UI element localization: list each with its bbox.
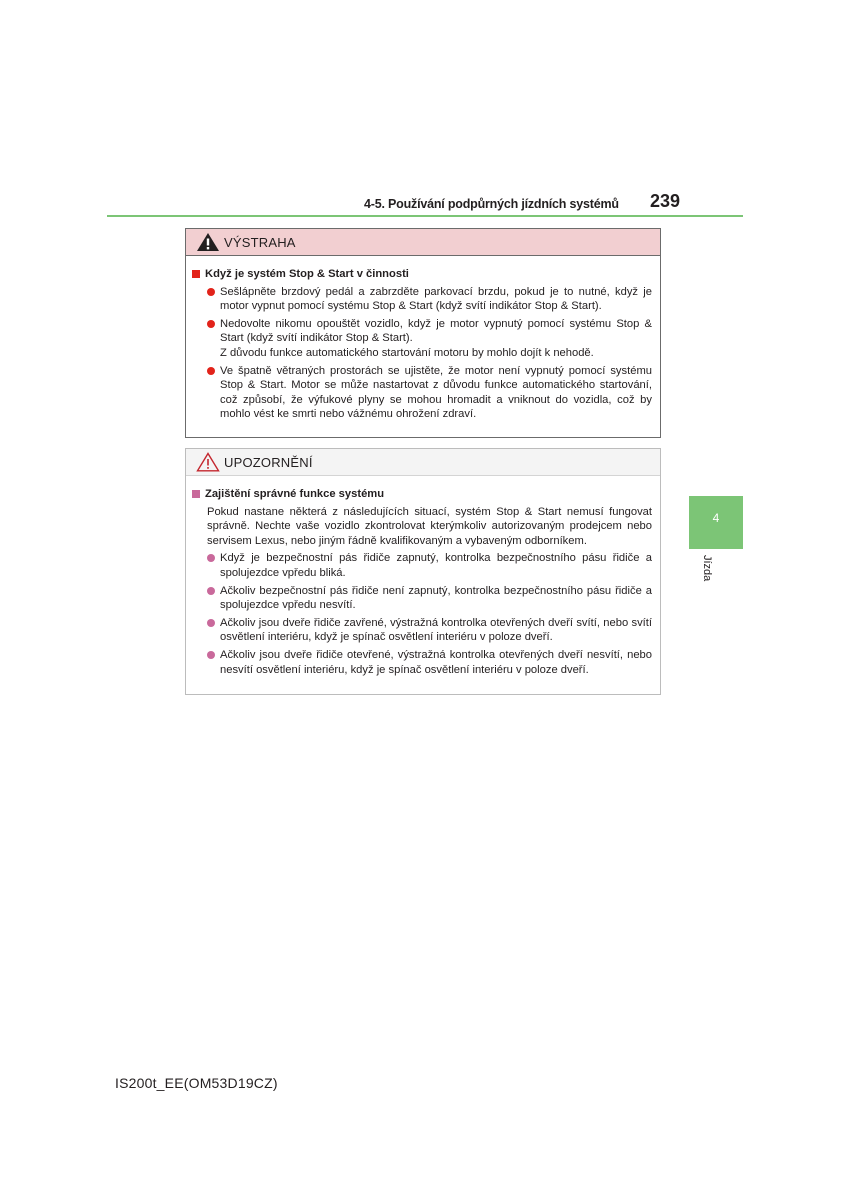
dot-bullet-icon [207,587,215,595]
caution-bullet-text: Když je bezpečnostní pás řidiče zapnutý, kontrolka bezpečnostního pásu řidiče a spolujezdce vpředu bliká. [220,552,652,579]
header-section-title: 4-5. Používání podpůrných jízdních systémů [364,197,619,211]
warning-bullet [207,364,652,422]
square-bullet-icon [192,490,200,498]
warning-bullet-extra-text: Z důvodu funkce automatického startování motoru by mohlo dojít k nehodě. [220,346,594,359]
warning-box [185,228,661,438]
dot-bullet-icon [207,554,215,562]
warning-section-title [192,267,652,282]
caution-header [186,449,660,476]
caution-bullet-text: Ačkoliv jsou dveře řidiče zavřené, výstražná kontrolka otevřených dveří svítí, nebo svítí osvětlení interiéru, když je spínač osvětlení interiéru v poloze dveří. [220,616,652,644]
dot-bullet-icon [207,367,215,375]
caution-bullet [207,616,652,645]
caution-label: UPOZORNĚNÍ [224,454,313,470]
warning-bullet [207,317,652,361]
caution-triangle-icon [196,452,220,472]
warning-label: VÝSTRAHA [224,234,296,250]
warning-bullet-text: Ve špatně větraných prostorách se ujistěte, že motor není vypnutý pomocí systému Stop & Start. Motor se může nastartovat z důvodu funkce automatického startování, což způsobí, že výfukové plyny se mohou hromadit a vniknout do vozidla, což by mohlo vést ke smrti nebo vážnému ohrožení zdraví. [220,364,652,421]
caution-bullet [207,648,652,677]
warning-bullet-text: Nedovolte nikomu opouštět vozidlo, když je motor vypnutý pomocí systému Stop & Start (když svítí indikátor Stop & Start). [220,317,652,345]
caution-section-title-text: Zajištění správné funkce systému [205,488,385,500]
caution-bullet-text: Ačkoliv jsou dveře řidiče otevřené, výstražná kontrolka otevřených dveří nesvítí, nebo nesvítí osvětlení interiéru, když je spínač osvětlení interiéru v poloze dveří. [220,648,652,676]
caution-body [186,476,660,677]
caution-bullet [207,584,652,613]
caution-section-title [192,487,652,502]
caution-bullet [207,551,652,580]
square-bullet-icon [192,270,200,278]
chapter-side-label: Jízda [701,555,713,582]
dot-bullet-icon [207,619,215,627]
warning-triangle-icon [196,232,220,252]
dot-bullet-icon [207,651,215,659]
dot-bullet-icon [207,320,215,328]
caution-bullet-text: Ačkoliv bezpečnostní pás řidiče není zapnutý, kontrolka bezpečnostního pásu řidiče a spolujezdce vpředu nesvítí. [220,584,652,612]
warning-section-title-text: Když je systém Stop & Start v činnosti [205,268,409,280]
chapter-side-tab [689,496,743,549]
page-number: 239 [650,191,681,211]
warning-bullet [207,285,652,314]
caution-box [185,448,661,695]
warning-header [186,229,660,256]
warning-body [186,256,660,422]
header-rule [107,215,743,217]
caution-intro: Pokud nastane některá z následujících situací, systém Stop & Start nemusí fungovat správně. Nechte vaše vozidlo zkontrolovat kterýmkoliv autorizovaným prodejcem nebo servisem Lexus, nebo jiným řádně kvalifikovaným a vybaveným odborníkem. [207,505,652,547]
chapter-number: 4 [712,511,720,525]
dot-bullet-icon [207,288,215,296]
warning-bullet-text: Sešlápněte brzdový pedál a zabrzděte parkovací brzdu, pokud je to nutné, když je motor vypnut pomocí systému Stop & Start (když svítí indikátor Stop & Start). [220,285,652,313]
footer-code: IS200t_EE(OM53D19CZ) [115,1075,278,1091]
